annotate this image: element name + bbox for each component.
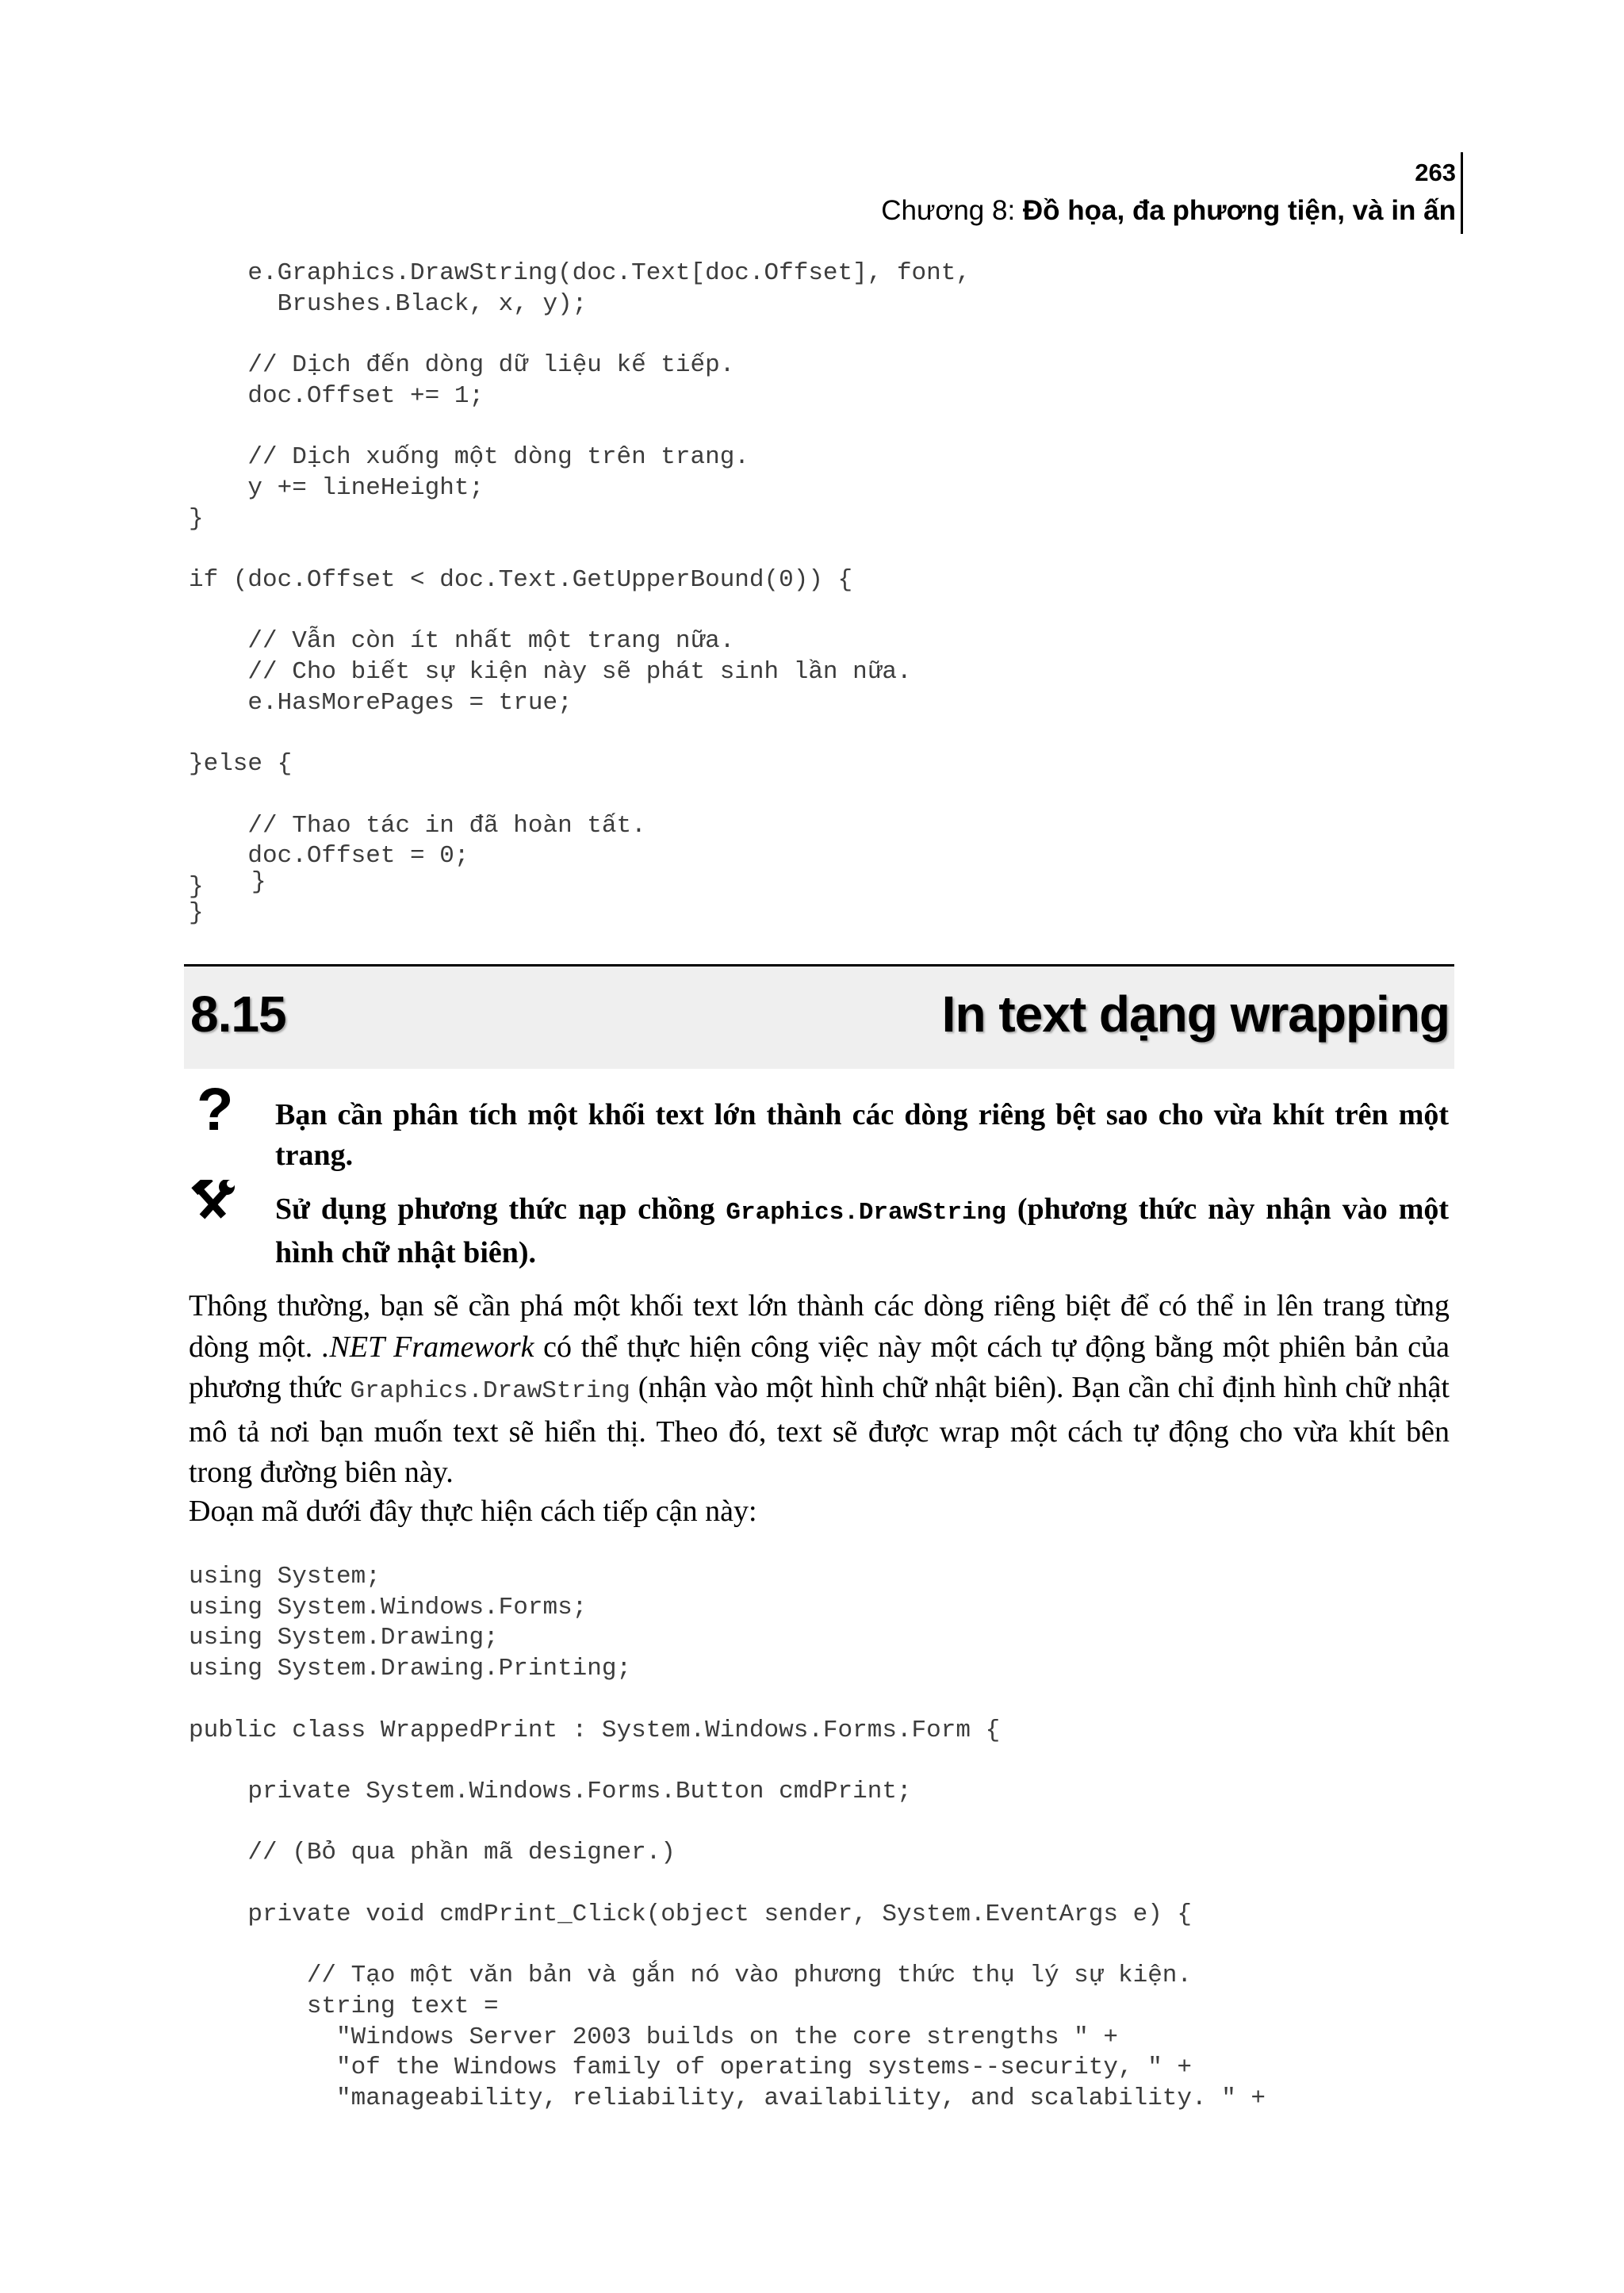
chapter-title: Đồ họa, đa phương tiện, và in ấn xyxy=(1022,195,1456,226)
chapter-prefix: Chương 8: xyxy=(881,195,1023,226)
section-number: 8.15 xyxy=(190,986,286,1043)
solution-statement xyxy=(275,1189,1449,1273)
solution-inline-code: Graphics.DrawString xyxy=(726,1199,1006,1227)
code-closing-brace-outer: } xyxy=(189,899,204,927)
question-mark-icon: ? xyxy=(197,1076,234,1143)
code-block-top: e.Graphics.DrawString(doc.Text[doc.Offset], font, Brushes.Black, x, y); // Dịch đến dòng dữ liệu kế tiếp. doc.Offset += 1; // Dịch xuống một dòng trên trang. y += lineHeight; } if (doc.Offset < doc.Text.GetUpperBound(0)) { // Vẫn còn ít nhất một trang nữa. // Cho biết sự kiện này sẽ phát sinh lần nữa. e.HasMorePages = true; }else { // Thao tác in đã hoàn tất. doc.Offset = 0; } xyxy=(189,259,971,902)
chapter-heading xyxy=(881,191,1456,231)
solution-text-before: Sử dụng phương thức nạp chồng xyxy=(275,1192,726,1226)
code-closing-brace-inner: } xyxy=(251,868,266,896)
header-vertical-rule xyxy=(1461,152,1463,234)
page-number: 263 xyxy=(1415,159,1456,186)
body-paragraph-1 xyxy=(189,1286,1450,1494)
body-paragraph-2: Đoạn mã dưới đây thực hiện cách tiếp cận này: xyxy=(189,1495,757,1528)
hammer-wrench-icon xyxy=(189,1180,236,1225)
code-block-bottom: using System; using System.Windows.Forms; using System.Drawing; using System.Drawing.Printing; public class WrappedPrint : System.Windows.Forms.Form { private System.Windows.Forms.Button cmdPrint; // (Bỏ qua phần mã designer.) private void cmdPrint_Click(object sender, System.EventArgs e) { // Tạo một văn bản và gắn nó vào phương thức thụ lý sự kiện. string text = "Windows Server 2003 builds on the core strengths " + "of the Windows family of operating systems--security, " + "manageability, reliability, availability, and scalability. " + xyxy=(189,1563,1266,2112)
problem-statement: Bạn cần phân tích một khối text lớn thành các dòng riêng bệt sao cho vừa khít trên một trang. xyxy=(275,1098,1449,1172)
body-para-1-part3: (nhận vào một hình chữ nhật biên). Bạn cần chỉ định hình chữ nhật mô tả nơi bạn muốn text sẽ hiển thị. Theo đó, text sẽ được wrap một cách tự động cho vừa khít bên trong đường biên này. xyxy=(189,1371,1450,1489)
solution-text-after: (phương thức này nhận vào một hình chữ nhật biên). xyxy=(275,1192,1449,1269)
net-framework-term: .NET Framework xyxy=(321,1330,534,1364)
body-para-1-part1: Thông thường, bạn sẽ cần phá một khối text lớn thành các dòng riêng biệt để có thể in lên trang từng dòng một. xyxy=(189,1289,1450,1364)
page-header xyxy=(881,155,1456,231)
body-para-1-inline-code: Graphics.DrawString xyxy=(350,1377,630,1405)
body-para-1-part2: có thể thực hiện công việc này một cách tự động bằng một phiên bản của phương thức xyxy=(189,1330,1450,1404)
section-title: In text dạng wrapping xyxy=(941,986,1450,1043)
